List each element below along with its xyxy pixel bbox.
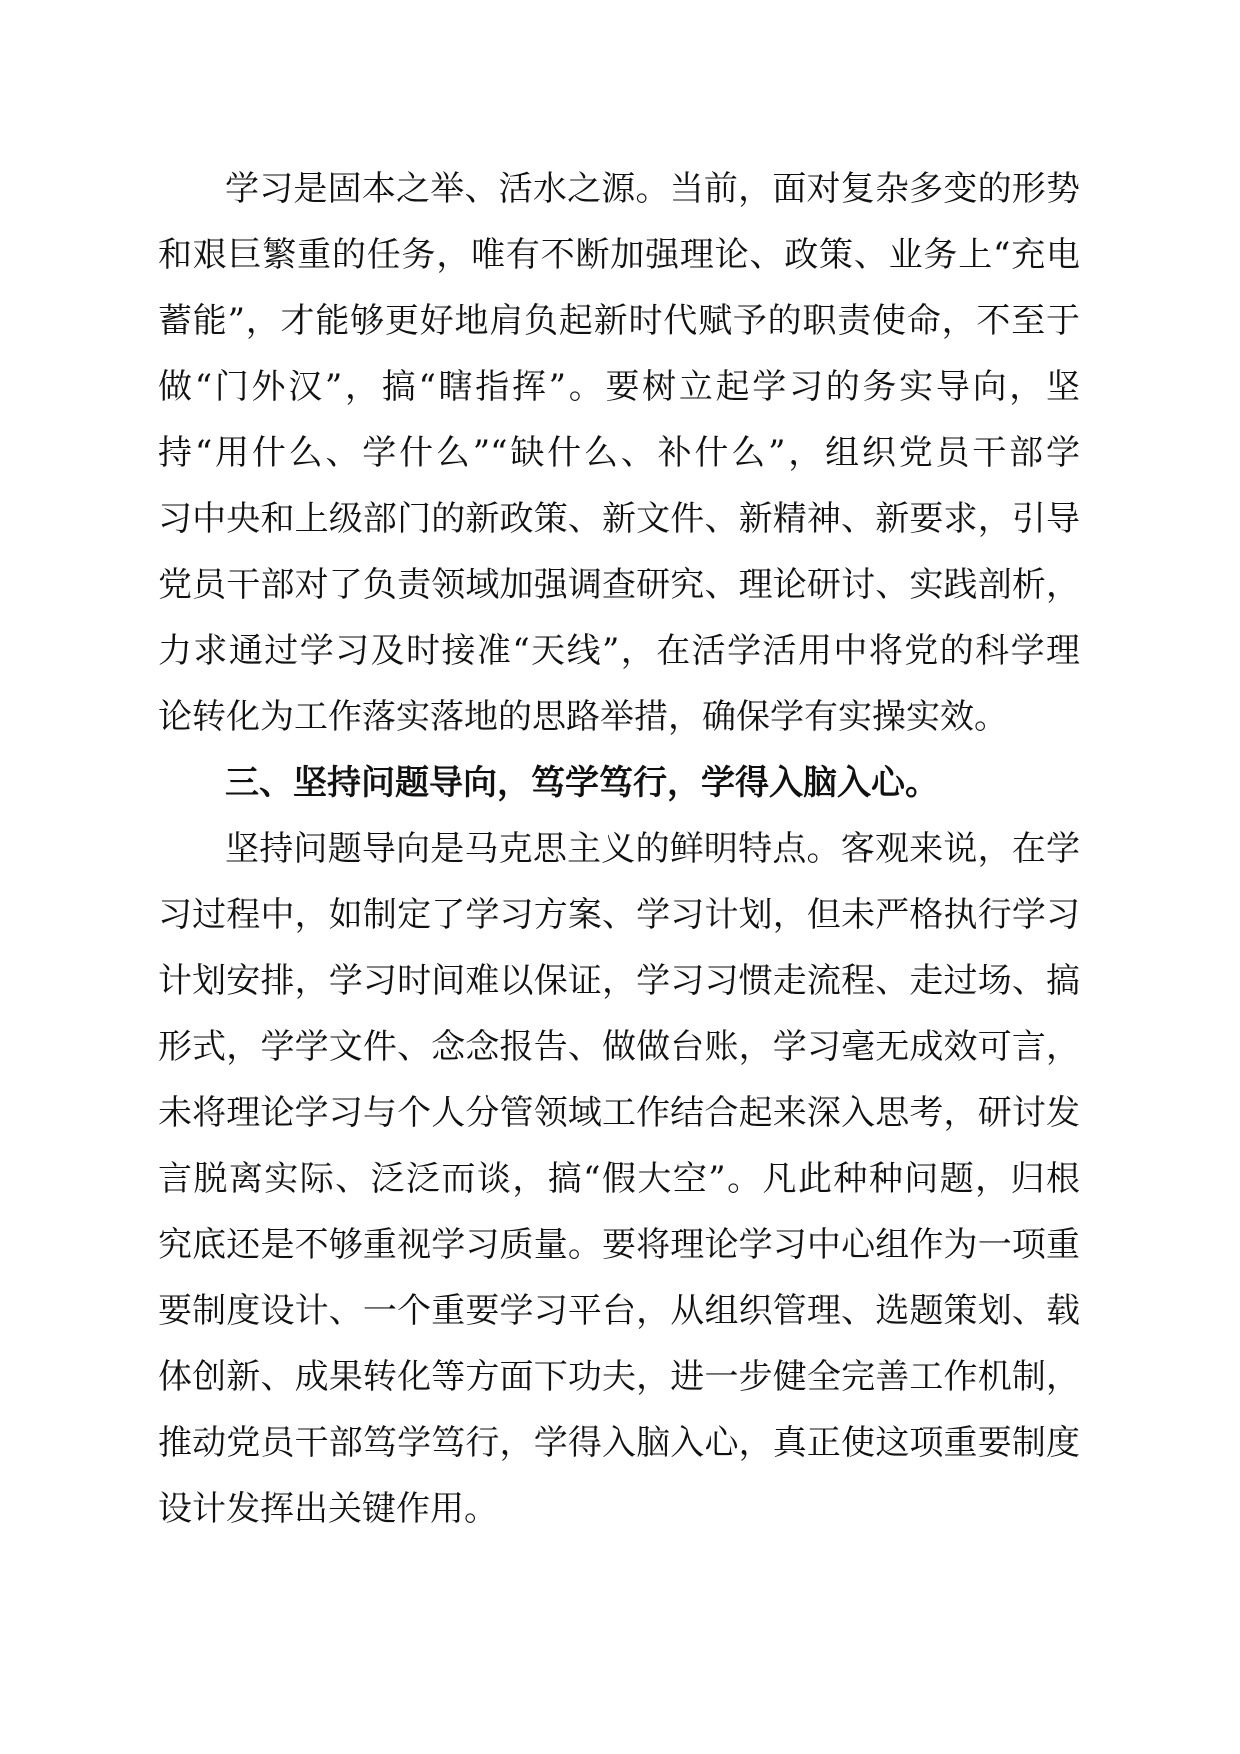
paragraph-2-line-2: 习过程中，如制定了学习方案、学习计划，但未严格执行学习 (158, 895, 1080, 935)
paragraph-2-line-1: 坚持问题导向是马克思主义的鲜明特点。客观来说，在学 (225, 829, 1080, 869)
paragraph-1-line-3: 蓄能”，才能够更好地肩负起新时代赋予的职责使命，不至于 (158, 301, 1080, 341)
paragraph-2-line-7: 究底还是不够重视学习质量。要将理论学习中心组作为一项重 (158, 1225, 1080, 1265)
paragraph-2-line-5: 未将理论学习与个人分管领域工作结合起来深入思考，研讨发 (158, 1093, 1080, 1133)
paragraph-2-line-3: 计划安排，学习时间难以保证，学习习惯走流程、走过场、搞 (158, 961, 1080, 1001)
paragraph-1-line-9: 论转化为工作落实落地的思路举措，确保学有实操实效。 (158, 697, 1008, 737)
paragraph-1-line-5: 持“用什么、学什么”“缺什么、补什么”，组织党员干部学 (158, 433, 1080, 473)
paragraph-1-line-8: 力求通过学习及时接准“天线”，在活学活用中将党的科学理 (158, 631, 1080, 671)
paragraph-1-line-7: 党员干部对了负责领域加强调查研究、理论研讨、实践剖析， (158, 565, 1080, 605)
paragraph-1-line-4: 做“门外汉”，搞“瞎指挥”。要树立起学习的务实导向，坚 (158, 367, 1080, 407)
section-heading-3: 三、坚持问题导向，笃学笃行，学得入脑入心。 (225, 763, 939, 803)
paragraph-1-line-1: 学习是固本之举、活水之源。当前，面对复杂多变的形势 (225, 169, 1080, 209)
paragraph-2-line-9: 体创新、成果转化等方面下功夫，进一步健全完善工作机制， (158, 1357, 1080, 1397)
paragraph-1-line-2: 和艰巨繁重的任务，唯有不断加强理论、政策、业务上“充电 (158, 235, 1080, 275)
paragraph-2-line-8: 要制度设计、一个重要学习平台，从组织管理、选题策划、载 (158, 1291, 1080, 1331)
paragraph-2-line-4: 形式，学学文件、念念报告、做做台账，学习毫无成效可言， (158, 1027, 1080, 1067)
paragraph-2-line-10: 推动党员干部笃学笃行，学得入脑入心，真正使这项重要制度 (158, 1423, 1080, 1463)
paragraph-2-line-6: 言脱离实际、泛泛而谈，搞“假大空”。凡此种种问题，归根 (158, 1159, 1080, 1199)
paragraph-1-line-6: 习中央和上级部门的新政策、新文件、新精神、新要求，引导 (158, 499, 1080, 539)
paragraph-2-line-11: 设计发挥出关键作用。 (158, 1489, 498, 1529)
